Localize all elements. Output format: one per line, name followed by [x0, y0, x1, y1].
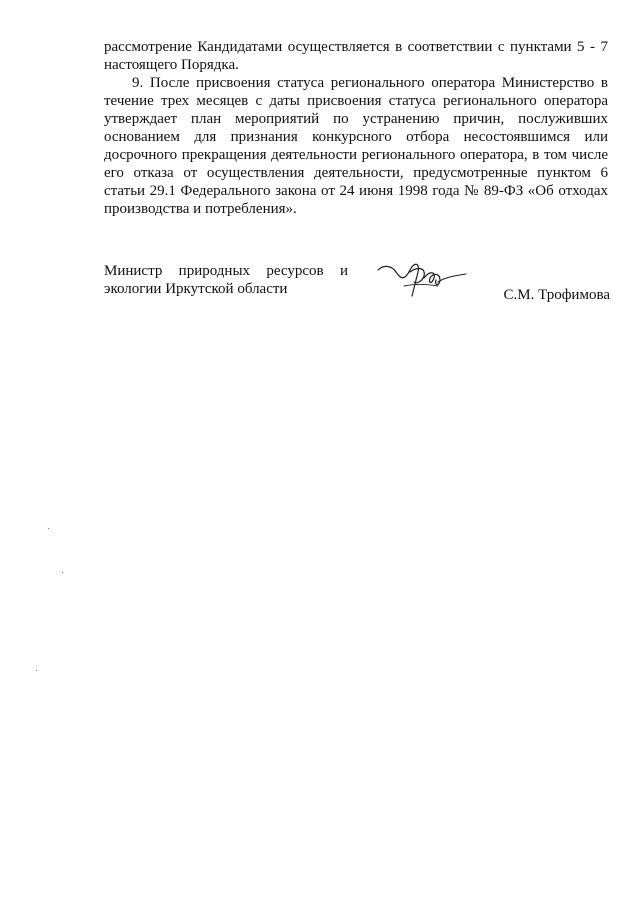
scan-speck [36, 670, 37, 671]
scan-speck [48, 528, 49, 529]
signatory-title [104, 262, 348, 298]
title-word: и [339, 263, 348, 279]
title-word: Министр [104, 263, 163, 279]
signatory-name: С.М. Трофимова [503, 287, 610, 303]
handwritten-signature-icon [374, 256, 474, 306]
title-word: ресурсов [266, 263, 324, 279]
signatory-title-line1 [104, 262, 348, 280]
signatory-title-line2: экологии Иркутской области [104, 281, 288, 297]
paragraph-9: 9. После присвоения статуса регионального оператора Министерство в течение трех месяцев с даты присвоения статуса регионального оператора утверждает план мероприятий по устранению причин, послуживших основанием для признания конкурсного отбора несостоявшимся или досрочного прекращения деятельности регионального оператора, в том числе его отказа от осуществления деятельности, предусмотренные пунктом 6 статьи 29.1 Федерального закона от 24 июня 1998 года № 89-ФЗ «Об отходах производства и потребления». [104, 75, 608, 217]
title-word: природных [178, 263, 251, 279]
signature-block [104, 262, 610, 312]
scan-speck [62, 572, 63, 573]
paragraph-continuation: рассмотрение Кандидатами осуществляется в соответствии с пунктами 5 - 7 настоящего Порядка. [104, 39, 608, 73]
document-body [104, 38, 608, 218]
